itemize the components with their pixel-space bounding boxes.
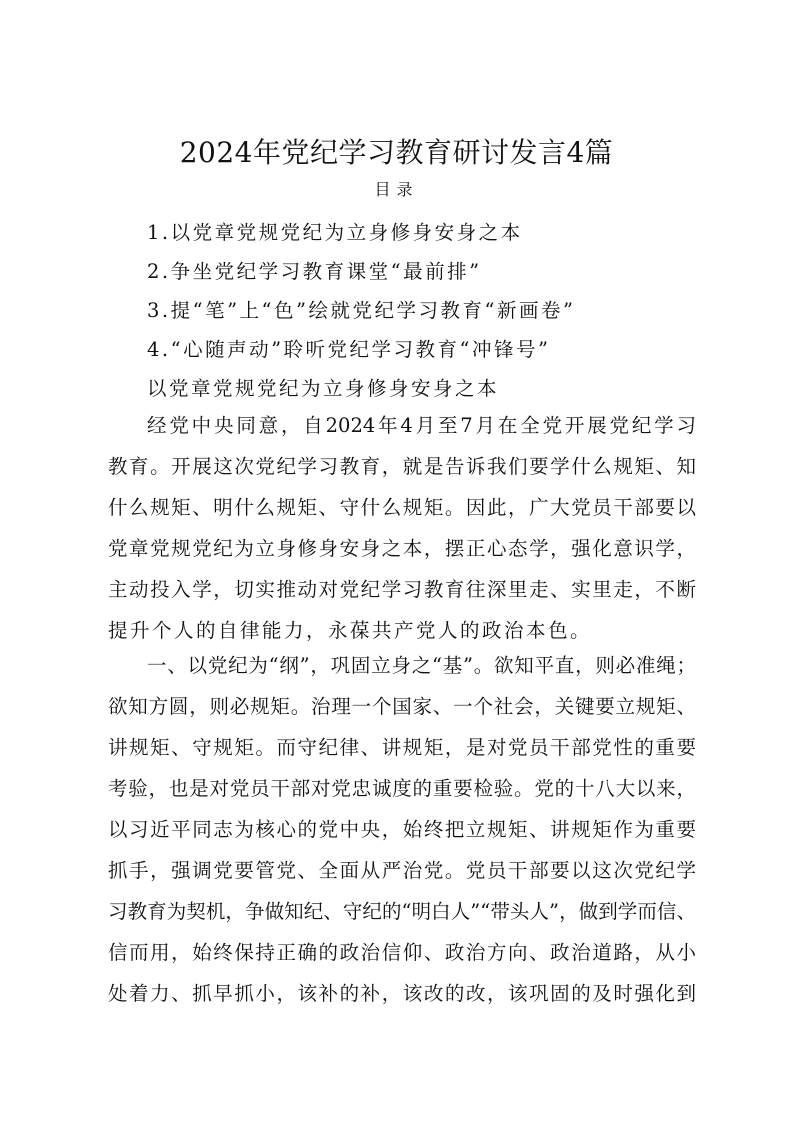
paragraph-line: 经党中央同意，自2024年4月至7月在全党开展党纪学习 — [147, 414, 696, 437]
article-title: 以党章党规党纪为立身修身安身之本 — [147, 377, 500, 400]
body-paragraph — [108, 405, 696, 651]
toc-heading: 目录 — [374, 180, 419, 199]
paragraph-line: 提升个人的自律能力，永葆共产党人的政治本色。 — [108, 619, 593, 642]
paragraph-line: 欲知方圆，则必规矩。治理一个国家、一个社会，关键要立规矩、 — [108, 695, 696, 718]
body-paragraph — [108, 645, 696, 1014]
paragraph-line: 以习近平同志为核心的党中央，始终把立规矩、讲规矩作为重要 — [108, 818, 696, 841]
document-title: 2024年党纪学习教育研讨发言4篇 — [179, 136, 614, 169]
paragraph-line: 习教育为契机，争做知纪、守纪的“明白人”“带头人”，做到学而信、 — [108, 900, 696, 923]
paragraph-line: 什么规矩、明什么规矩、守什么规矩。因此，广大党员干部要以 — [108, 496, 696, 519]
paragraph-line: 讲规矩、守规矩。而守纪律、讲规矩，是对党员干部党性的重要 — [108, 736, 696, 759]
paragraph-line: 一、以党纪为“纲”，巩固立身之“基”。欲知平直，则必准绳； — [147, 654, 696, 677]
paragraph-line: 主动投入学，切实推动对党纪学习教育往深里走、实里走，不断 — [108, 578, 696, 601]
paragraph-line: 教育。开展这次党纪学习教育，就是告诉我们要学什么规矩、知 — [108, 455, 696, 478]
paragraph-line: 党章党规党纪为立身修身安身之本，摆正心态学，强化意识学， — [108, 537, 696, 560]
toc-item: 2.争坐党纪学习教育课堂“最前排” — [147, 260, 482, 283]
toc-item: 4.“心随声动”聆听党纪学习教育“冲锋号” — [147, 338, 551, 361]
paragraph-line: 处着力、抓早抓小，该补的补，该改的改，该巩固的及时强化到 — [108, 982, 696, 1005]
toc-item: 1.以党章党规党纪为立身修身安身之本 — [147, 221, 523, 244]
paragraph-line: 抓手，强调党要管党、全面从严治党。党员干部要以这次党纪学 — [108, 859, 696, 882]
toc-item: 3.提“笔”上“色”绘就党纪学习教育“新画卷” — [147, 299, 576, 322]
paragraph-line: 信而用，始终保持正确的政治信仰、政治方向、政治道路，从小 — [108, 941, 696, 964]
table-of-contents — [147, 213, 575, 369]
paragraph-line: 考验，也是对党员干部对党忠诚度的重要检验。党的十八大以来， — [108, 777, 696, 800]
